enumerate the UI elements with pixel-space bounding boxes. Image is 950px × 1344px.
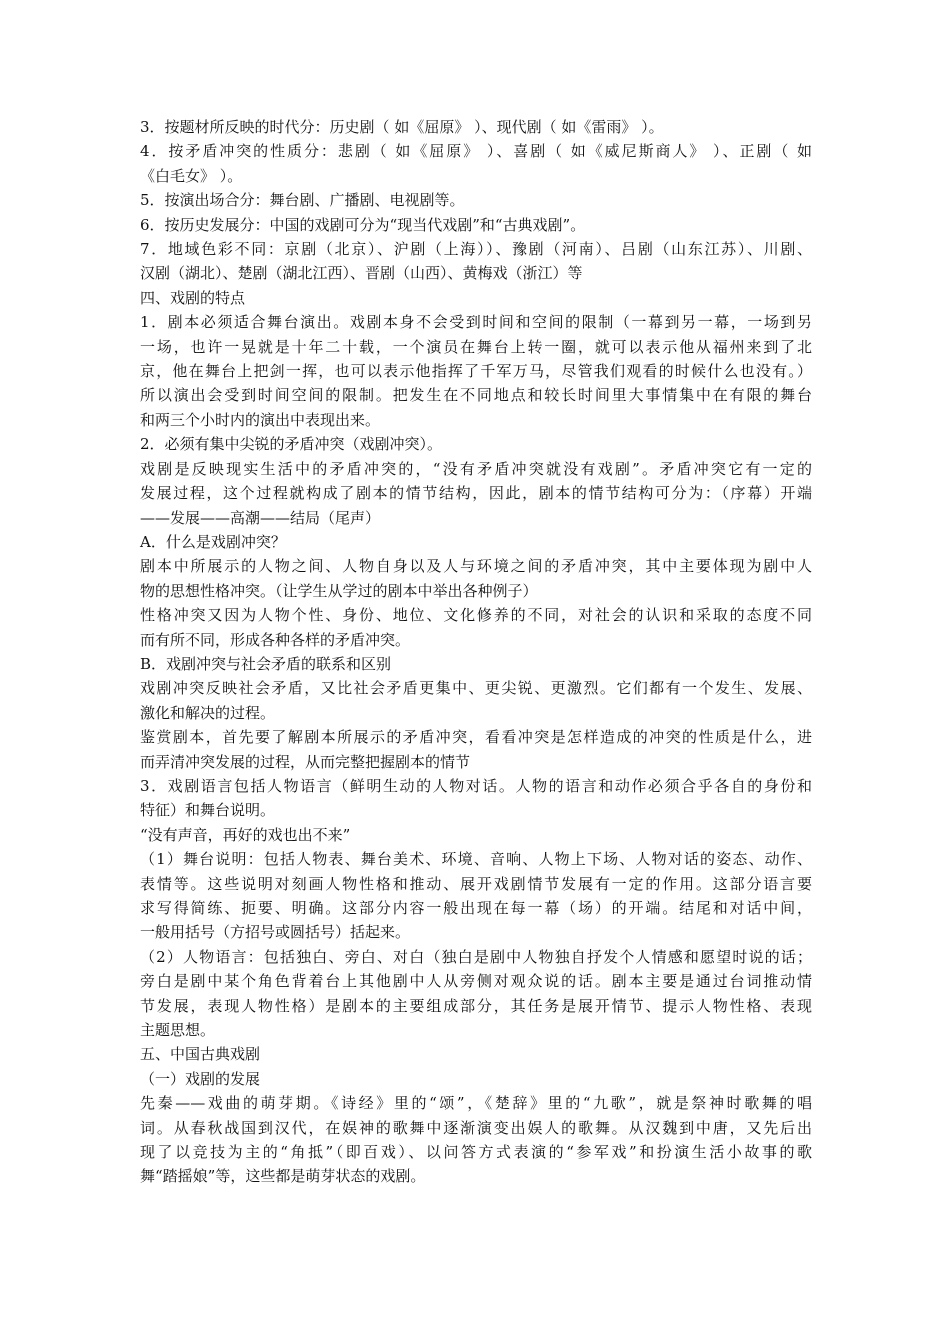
text-line: “没有声音，再好的戏也出不来” xyxy=(140,825,351,844)
text-line: （1）舞台说明：包括人物表、舞台美术、环境、音响、人物上下场、人物对话的姿态、动作、 xyxy=(140,850,812,869)
text-line: A．什么是戏剧冲突？ xyxy=(140,532,286,551)
text-line: （2）人物语言：包括独白、旁白、对白（独白是剧中人物独自抒发个人情感和愿望时说的话； xyxy=(140,947,812,966)
text-line: 一般用括号（方招号或圆括号）括起来。 xyxy=(140,923,411,942)
text-line: 五、中国古典戏剧 xyxy=(140,1045,261,1064)
text-line: 发展过程，这个过程就构成了剧本的情节结构，因此，剧本的情节结构可分为：（序幕）开端 xyxy=(140,484,812,503)
text-line: 四、戏剧的特点 xyxy=(140,288,246,307)
text-line: 汉剧（湖北）、楚剧（湖北江西）、晋剧（山西）、黄梅戏（浙江）等 xyxy=(140,264,583,283)
text-line: 先秦——戏曲的萌芽期。《诗经》里的“颂”，《楚辞》里的“九歌”，就是祭神时歌舞的唱 xyxy=(140,1094,812,1113)
text-line: 剧本中所展示的人物之间、人物自身以及人与环境之间的矛盾冲突，其中主要体现为剧中人 xyxy=(140,557,812,576)
text-line: 所以演出会受到时间空间的限制。把发生在不同地点和较长时间里大事情集中在有限的舞台 xyxy=(140,386,812,405)
text-line: 而弄清冲突发展的过程，从而完整把握剧本的情节 xyxy=(140,752,471,771)
text-line: 3．按题材所反映的时代分：历史剧（ 如《屈原》 ）、现代剧（ 如《雷雨》 ）。 xyxy=(140,118,664,136)
text-line: 词。从春秋战国到汉代，在娱神的歌舞中逐渐演变出娱人的歌舞。从汉魏到中唐，又先后出 xyxy=(140,1118,812,1137)
text-line: 表情等。这些说明对刻画人物性格和推动、展开戏剧情节发展有一定的作用。这部分语言要 xyxy=(140,874,812,893)
text-line: 鉴赏剧本，首先要了解剧本所展示的矛盾冲突，看看冲突是怎样造成的冲突的性质是什么，进 xyxy=(140,728,812,747)
text-line: （一）戏剧的发展 xyxy=(140,1069,261,1088)
text-line: 舞“踏摇娘”等，这些都是萌芽状态的戏剧。 xyxy=(140,1167,426,1186)
text-line: B．戏剧冲突与社会矛盾的联系和区别 xyxy=(140,654,392,673)
text-line: 一场，也许一晃就是十年二十载，一个演员在舞台上转一圈，就可以表示他从福州来到了北 xyxy=(140,337,812,356)
text-line: 物的思想性格冲突。（让学生从学过的剧本中举出各种例子） xyxy=(140,581,538,600)
document-body xyxy=(140,115,812,1189)
text-line: 主题思想。 xyxy=(140,1021,216,1040)
text-line: 性格冲突又因为人物个性、身份、地位、文化修养的不同，对社会的认识和采取的态度不同 xyxy=(140,606,812,625)
text-line: 现了以竞技为主的“角抵”（即百戏）、以问答方式表演的“参军戏”和扮演生活小故事的歌 xyxy=(140,1143,812,1162)
text-line: ——发展——高潮——结局（尾声） xyxy=(140,508,381,527)
text-line: 2．必须有集中尖锐的矛盾冲突（戏剧冲突）。 xyxy=(140,435,443,454)
text-line: 和两三个小时内的演出中表现出来。 xyxy=(140,410,381,429)
text-line: 求写得简练、扼要、明确。这部分内容一般出现在每一幕（场）的开端。结尾和对话中间， xyxy=(140,899,812,917)
text-line: 戏剧冲突反映社会矛盾，又比社会矛盾更集中、更尖锐、更激烈。它们都有一个发生、发展、 xyxy=(140,679,812,698)
text-line: 旁白是剧中某个角色背着台上其他剧中人从旁侧对观众说的话。剧本主要是通过台词推动情 xyxy=(140,972,812,991)
text-line: 而有所不同，形成各种各样的矛盾冲突。 xyxy=(140,630,411,649)
text-line: 5．按演出场合分：舞台剧、广播剧、电视剧等。 xyxy=(140,191,465,210)
text-line: 6．按历史发展分：中国的戏剧可分为“现当代戏剧”和“古典戏剧”。 xyxy=(140,215,586,234)
text-line: 京，他在舞台上把剑一挥，也可以表示他指挥了千军万马，尽管我们观看的时候什么也没有。） xyxy=(140,362,812,381)
text-line: 1．剧本必须适合舞台演出。戏剧本身不会受到时间和空间的限制（一幕到另一幕，一场到另 xyxy=(140,313,812,332)
text-line: 4．按矛盾冲突的性质分：悲剧（ 如《屈原》 ）、喜剧（ 如《威尼斯商人》 ）、正剧（ 如 xyxy=(140,142,812,161)
text-line: 7．地域色彩不同：京剧（北京）、沪剧（上海））、豫剧（河南）、吕剧（山东江苏）、川剧、 xyxy=(140,240,812,259)
text-line: 激化和解决的过程。 xyxy=(140,703,276,722)
text-line: 戏剧是反映现实生活中的矛盾冲突的，“没有矛盾冲突就没有戏剧”。矛盾冲突它有一定的 xyxy=(140,459,812,478)
text-line: 节发展，表现人物性格）是剧本的主要组成部分，其任务是展开情节、提示人物性格、表现 xyxy=(140,996,812,1015)
text-line: 特征）和舞台说明。 xyxy=(140,801,276,820)
text-line: 《白毛女》 ）。 xyxy=(140,166,243,185)
text-line: 3．戏剧语言包括人物语言（鲜明生动的人物对话。人物的语言和动作必须合乎各自的身份和 xyxy=(140,776,812,795)
